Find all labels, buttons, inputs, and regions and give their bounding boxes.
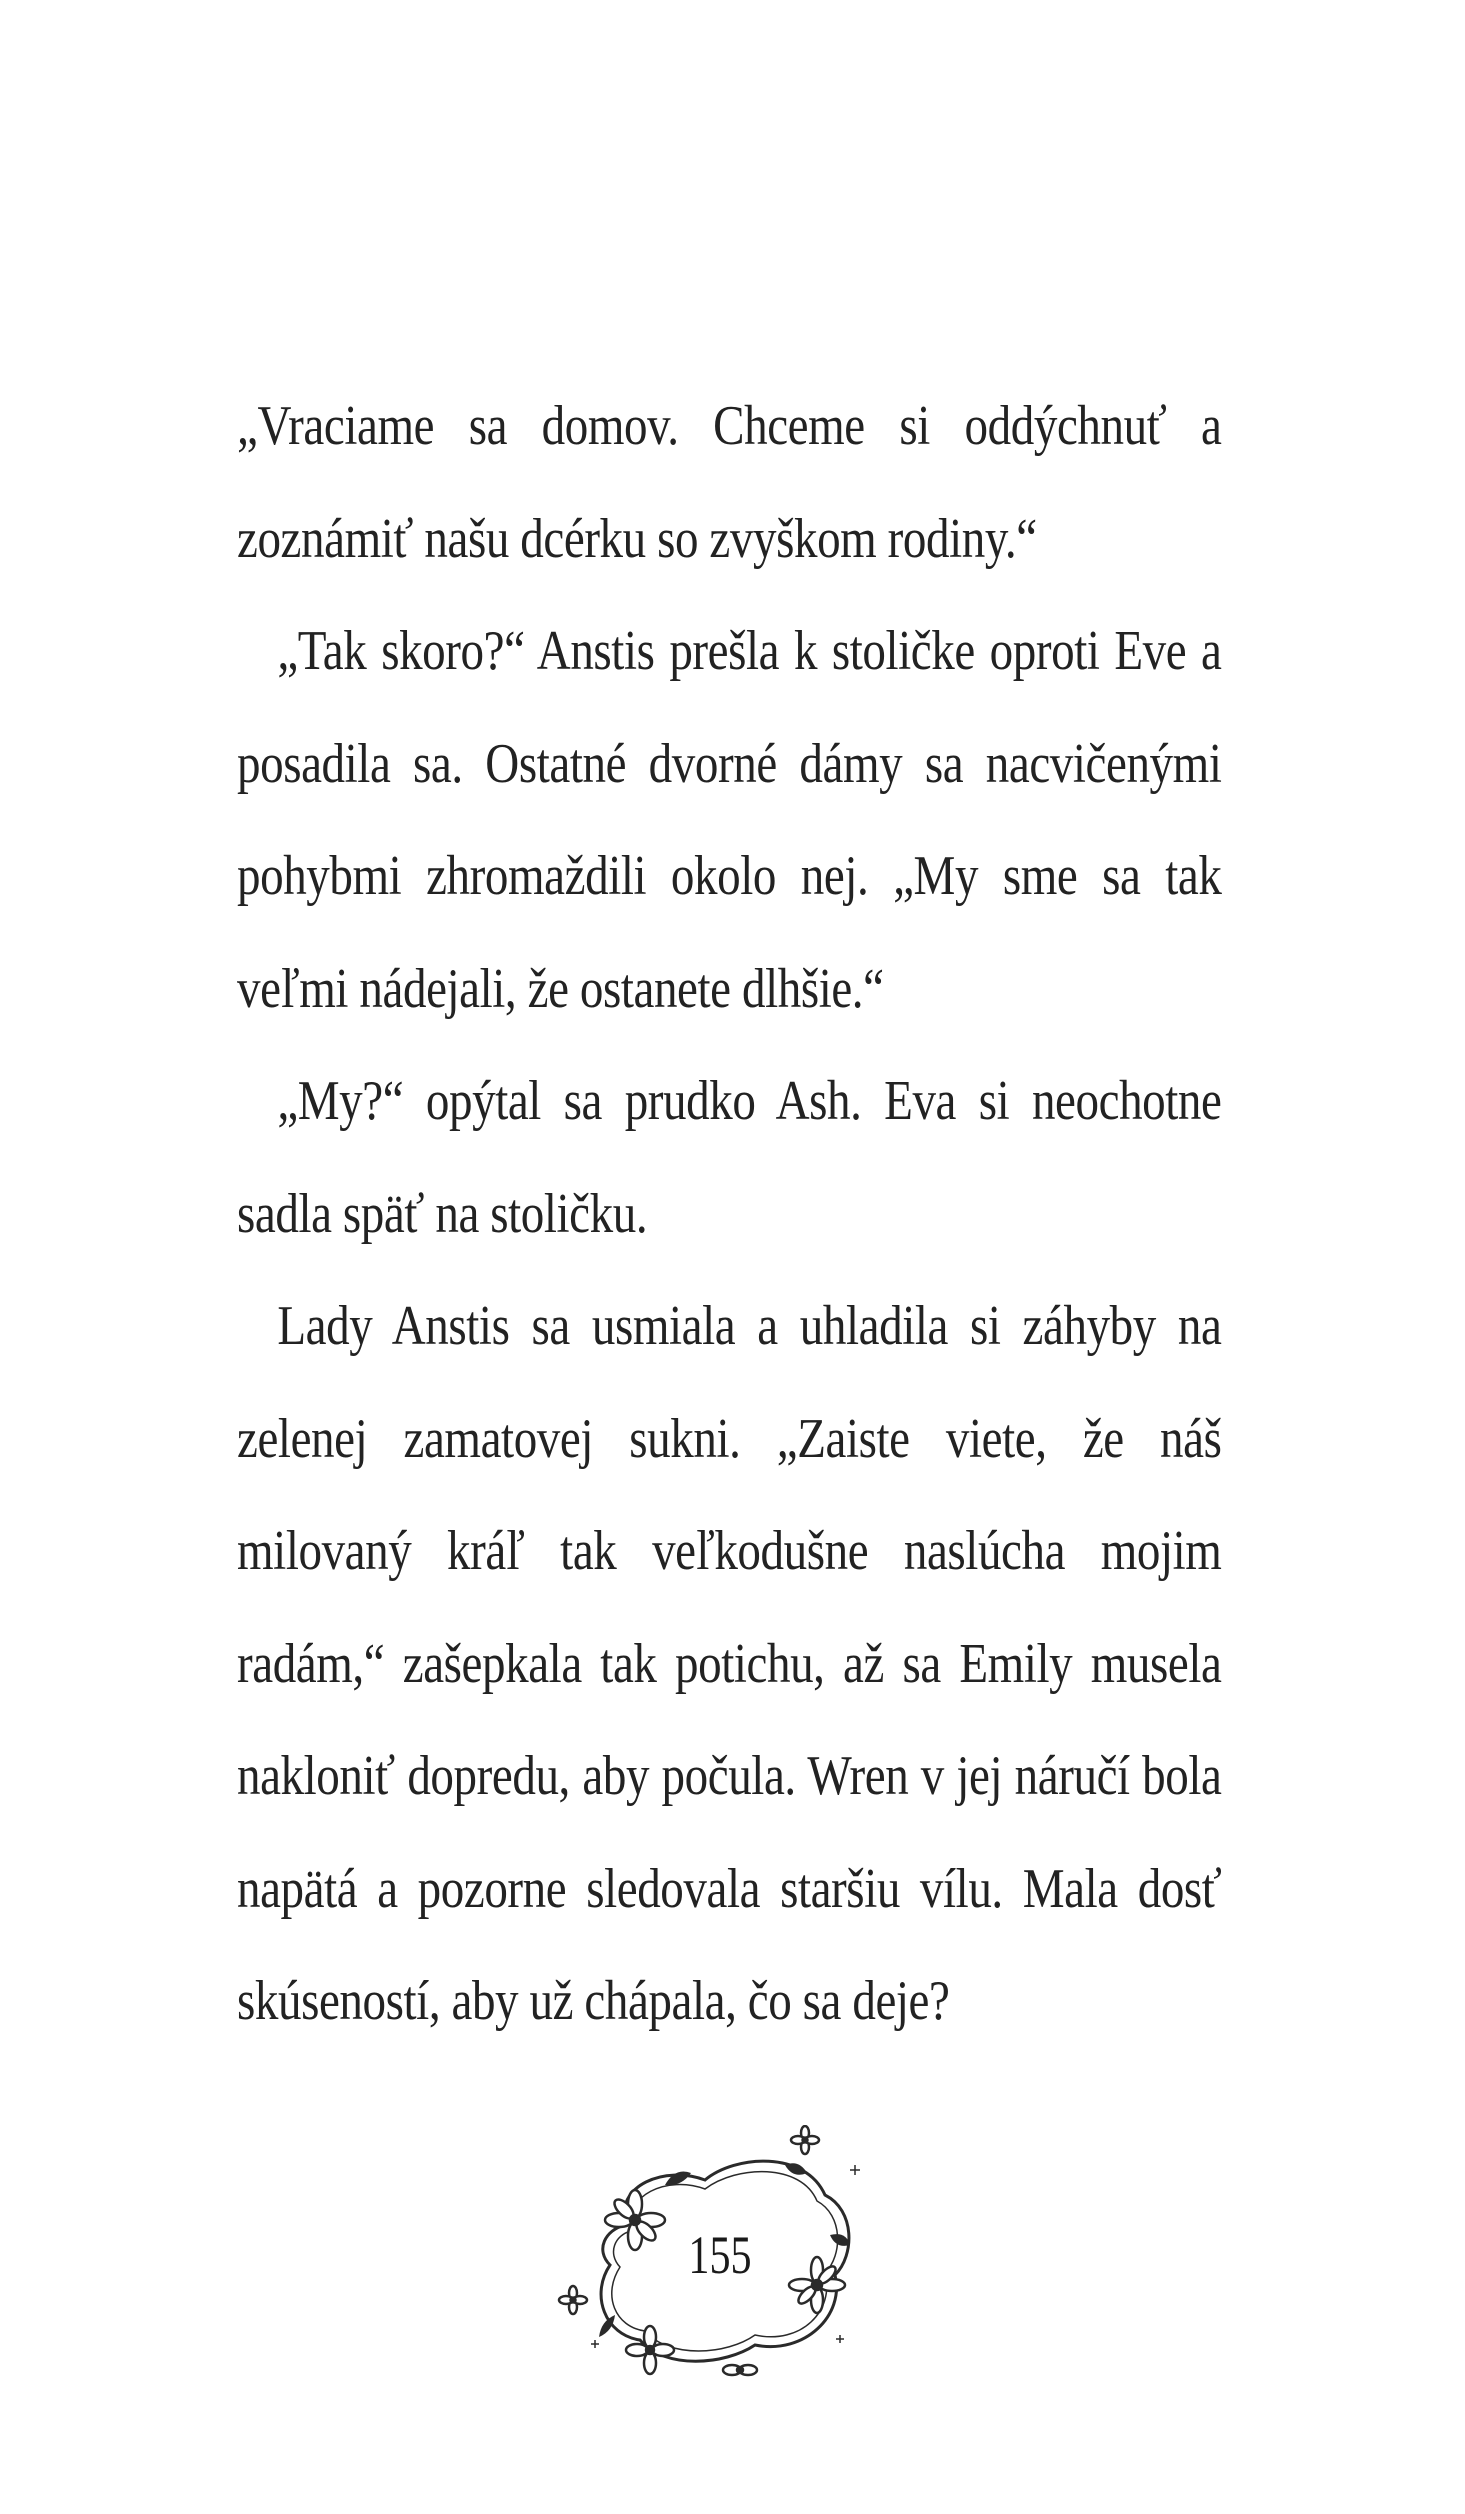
paragraph-4: Lady Anstis sa usmiala a uhladila si záhyby na zelenej zamatovej sukni. „Zaiste viete, že náš milovaný kráľ tak veľkodušne naslúcha mojim radám,“ zašepkala tak potichu, až sa Emily musela nakloniť dopredu, aby počula. Wren v jej náručí bola napätá a pozorne sledovala staršiu vílu. Mala dosť skúseností, aby už chápala, čo sa deje?: [237, 1295, 1222, 2032]
paragraph-2: „Tak skoro?“ Anstis prešla k stoličke oproti Eve a posadila sa. Ostatné dvorné dámy sa nacvičenými pohybmi zhromaždili okolo nej. „My sme sa tak veľmi nádejali, že ostanete dlhšie.“: [237, 620, 1222, 1020]
paragraph-3: „My?“ opýtal sa prudko Ash. Eva si neochotne sadla späť na stoličku.: [237, 1070, 1222, 1245]
paragraph-1: „Vraciame sa domov. Chceme si oddýchnuť a zoznámiť našu dcérku so zvyškom rodiny.“: [237, 395, 1222, 570]
page-number: 155: [688, 2225, 752, 2285]
floral-wreath-icon: [555, 2125, 885, 2385]
body-text: [237, 370, 1222, 2058]
page-number-ornament: [555, 2125, 885, 2385]
